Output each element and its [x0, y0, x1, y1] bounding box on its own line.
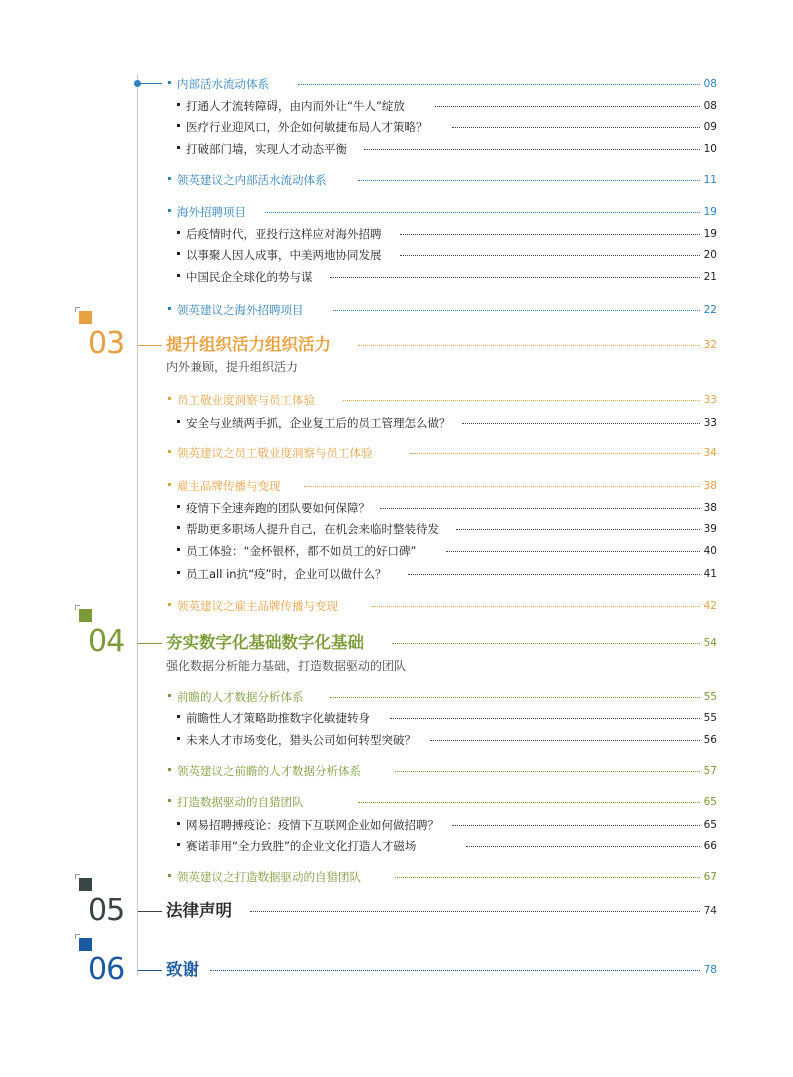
chapter-marker-icon	[79, 878, 92, 891]
toc-subentry[interactable]	[0, 413, 793, 433]
page-number: 33	[703, 394, 717, 406]
toc-subentry[interactable]	[0, 224, 793, 244]
toc-entry[interactable]	[0, 202, 793, 222]
toc-subentry[interactable]	[0, 519, 793, 539]
entry-text: 安全与业绩两手抓，企业复工后的员工管理怎么做？	[186, 416, 451, 430]
toc-entry[interactable]	[0, 170, 793, 190]
toc-subentry[interactable]	[0, 96, 793, 116]
chapter-title[interactable]: 夯实数字化基础数字化基础	[166, 633, 364, 652]
toc-entry[interactable]	[0, 443, 793, 463]
page-number: 55	[703, 691, 717, 703]
toc-subentry[interactable]	[0, 139, 793, 159]
entry-text: 中国民企全球化的势与谋	[186, 270, 313, 284]
page-number: 38	[703, 502, 717, 514]
page-number: 22	[703, 304, 717, 316]
toc-subentry[interactable]	[0, 730, 793, 750]
toc-subentry[interactable]	[0, 815, 793, 835]
entry-text: 领英建议之内部活水流动体系	[177, 173, 327, 187]
entry-text: 前瞻的人才数据分析体系	[177, 690, 304, 704]
page-number: 55	[703, 712, 717, 724]
chapter-title[interactable]: 法律声明	[166, 901, 232, 920]
page-number: 40	[703, 545, 717, 557]
page-number: 08	[703, 100, 717, 112]
page-number: 38	[703, 480, 717, 492]
page-number: 19	[703, 228, 717, 240]
page-number: 78	[703, 964, 717, 976]
page-number: 65	[703, 819, 717, 831]
entry-text: 打破部门墙，实现人才动态平衡	[186, 142, 347, 156]
timeline-connector	[138, 970, 162, 971]
entry-text: 后疫情时代，亚投行这样应对海外招聘	[186, 227, 382, 241]
entry-text: 领英建议之雇主品牌传播与变现	[177, 599, 338, 613]
page-number: 54	[703, 637, 717, 649]
page-number: 56	[703, 734, 717, 746]
timeline-connector	[138, 345, 162, 346]
toc-subentry[interactable]	[0, 708, 793, 728]
page-number: 66	[703, 840, 717, 852]
entry-text: 赛诺菲用“全力致胜”的企业文化打造人才磁场	[186, 839, 417, 853]
chapter-marker-icon	[79, 938, 92, 951]
page-number: 20	[703, 249, 717, 261]
entry-text: 以事聚人因人成事，中美两地协同发展	[186, 248, 382, 262]
page-number: 08	[703, 78, 717, 90]
toc-entry[interactable]	[0, 687, 793, 707]
page-number: 10	[703, 143, 717, 155]
chapter-subtitle: 内外兼顾，提升组织活力	[166, 360, 299, 374]
toc-entry[interactable]	[0, 476, 793, 496]
page-number: 33	[703, 417, 717, 429]
entry-text: 打通人才流转障碍，由内而外让“牛人”绽放	[186, 99, 405, 113]
entry-text: 员工体验：“金杯银杯，都不如员工的好口碑”	[186, 544, 417, 558]
toc-entry[interactable]	[0, 761, 793, 781]
toc-subentry[interactable]	[0, 117, 793, 137]
page-number: 41	[703, 568, 717, 580]
page-number: 57	[703, 765, 717, 777]
toc-entry[interactable]	[0, 390, 793, 410]
chapter-subtitle: 强化数据分析能力基础，打造数据驱动的团队	[166, 659, 407, 673]
page-number: 34	[703, 447, 717, 459]
entry-text: 领英建议之前瞻的人才数据分析体系	[177, 764, 361, 778]
toc-entry[interactable]	[0, 867, 793, 887]
entry-text: 未来人才市场变化，猎头公司如何转型突破？	[186, 733, 416, 747]
entry-text: 海外招聘项目	[177, 205, 246, 219]
entry-text: 领英建议之打造数据驱动的自猎团队	[177, 870, 361, 884]
entry-text: 员工all in抗“疫”时，企业可以做什么？	[186, 567, 387, 581]
toc-subentry[interactable]	[0, 245, 793, 265]
page-number: 09	[703, 121, 717, 133]
toc-subentry[interactable]	[0, 541, 793, 561]
page-number: 19	[703, 206, 717, 218]
entry-text: 网易招聘搏疫论：疫情下互联网企业如何做招聘？	[186, 818, 439, 832]
toc-entry[interactable]	[0, 74, 793, 94]
page-number: 67	[703, 871, 717, 883]
timeline-connector	[138, 643, 162, 644]
toc-entry[interactable]	[0, 596, 793, 616]
page-number: 32	[703, 339, 717, 351]
entry-text: 前瞻性人才策略助推数字化敏捷转身	[186, 711, 370, 725]
entry-text: 医疗行业迎风口，外企如何敏捷布局人才策略？	[186, 120, 428, 134]
toc-subentry[interactable]	[0, 836, 793, 856]
page-number: 39	[703, 523, 717, 535]
chapter-title[interactable]: 提升组织活力组织活力	[166, 335, 331, 354]
entry-text: 雇主品牌传播与变现	[177, 479, 281, 493]
toc-entry[interactable]	[0, 300, 793, 320]
toc-subentry[interactable]	[0, 267, 793, 287]
entry-text: 帮助更多职场人提升自己，在机会来临时整装待发	[186, 522, 439, 536]
chapter-number: 04	[88, 624, 125, 659]
entry-text: 打造数据驱动的自猎团队	[177, 795, 304, 809]
page-number: 11	[703, 174, 717, 186]
chapter-number: 06	[88, 952, 125, 987]
page-number: 21	[703, 271, 717, 283]
toc-entry[interactable]	[0, 792, 793, 812]
chapter-number: 03	[88, 326, 125, 361]
entry-text: 内部活水流动体系	[177, 77, 269, 91]
entry-text: 疫情下全速奔跑的团队要如何保障？	[186, 501, 370, 515]
entry-text: 领英建议之员工敬业度洞察与员工体验	[177, 446, 373, 460]
timeline-connector	[138, 911, 162, 912]
entry-text: 员工敬业度洞察与员工体验	[177, 393, 315, 407]
page-number: 42	[703, 600, 717, 612]
toc-subentry[interactable]	[0, 564, 793, 584]
chapter-marker-icon	[79, 609, 92, 622]
page-number: 65	[703, 796, 717, 808]
chapter-marker-icon	[79, 311, 92, 324]
page-number: 74	[703, 905, 717, 917]
chapter-title[interactable]: 致谢	[166, 960, 199, 979]
chapter-number: 05	[88, 893, 125, 928]
toc-subentry[interactable]	[0, 498, 793, 518]
entry-text: 领英建议之海外招聘项目	[177, 303, 304, 317]
